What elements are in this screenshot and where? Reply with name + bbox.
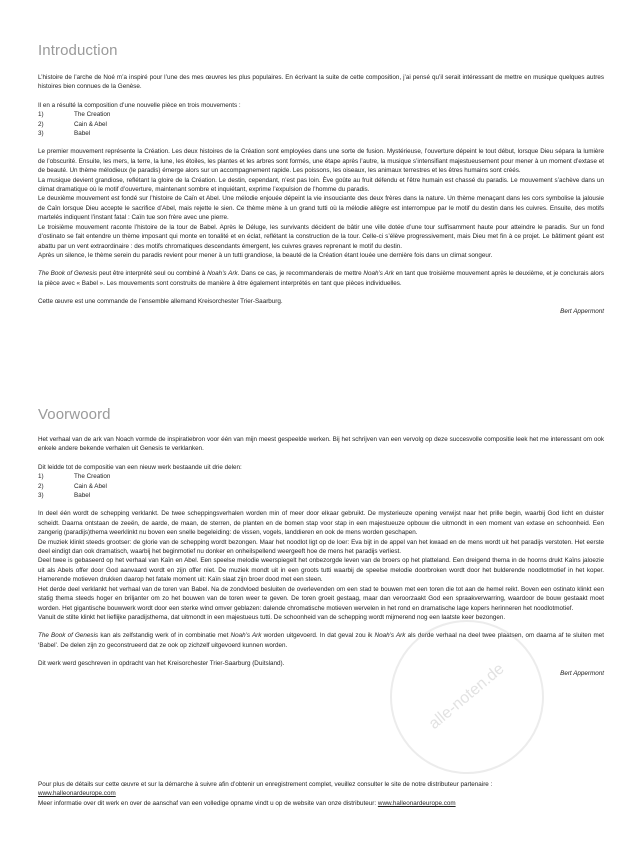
list-item: 3) Babel xyxy=(38,130,91,138)
paragraph: The Book of Genesis peut être interprété seul ou combiné à Noah’s Ark. Dans ce cas, je recommanderais de mettre Noah’s Ark en tant que troisième mouvement après le deuxième, et je conclurais alors la pièce avec « Babel ». Les mouvements sont construits de manière à être également interprétés en tant que pièces individuelles. xyxy=(38,270,604,287)
paragraph: La musique devient grandiose, reflétant la gloire de la Création. Le destin, cependant, n’est pas loin. Ève goûte au fruit défendu et l’être humain est chassé du paradis. Le mouvement s’achève dans un climat dramatique où le motif d’ouverture, maintenant sombre et inquiétant, exprime l’expulsion de l’homme du paradis. xyxy=(38,176,604,194)
paragraph: Vanuit de stilte klinkt het lieflijke paradijsthema, dat uitmondt in een majestueus tutti. De schoonheid van de schepping wordt mijmerend nog een laatste keer bezongen. xyxy=(38,613,506,621)
footer-text-fr: Pour plus de détails sur cette œuvre et sur la démarche à suivre afin d’obtenir un enregistrement complet, veuillez consulter le site de notre distributeur partenaire : xyxy=(38,781,493,788)
list-item: 3) Babel xyxy=(38,492,91,500)
paragraph: Il en a résulté la composition d’une nouvelle pièce en trois mouvements : xyxy=(38,101,241,109)
paragraph: Le deuxième mouvement est fondé sur l’histoire de Caïn et Abel. Une mélodie enjouée dépeint la vie insouciante des deux frères dans la nature. Un thème menaçant dans les cors symbolise la jalousie de Caïn lorsque Dieu accepte le sacrifice d’Abel, mais rejette le sien. Ce thème mène à un grand tutti où la mélodie allègre est interrompue par le motif du destin dans les cuivres. Ensuite, des motifs martelés indiquent l’instant fatal : Caïn tue son frère avec une pierre. xyxy=(38,195,604,222)
paragraph: In deel één wordt de schepping verklankt. De twee scheppingsverhalen worden min of meer door elkaar gebruikt. De mysterieuze opening verwijst naar het prille begin, waarbij God licht en duister scheidt. Daarna ontstaan de zeeën, de aarde, de maan, de sterren, de planten en de bomen stap voor stap in een majestueuze opbouw die uitmondt in een moment van extase en schoonheid. Een zangerig (paradijs)thema weerklinkt nu boven een snelle begeleiding: de vissen, vogels, landdieren en ook de mens worden geschapen. xyxy=(38,510,604,537)
paragraph: Deel twee is gebaseerd op het verhaal van Kaïn en Abel. Een speelse melodie weerspiegelt het onbezorgde leven van de broers op het platteland. Een dreigend thema in de hoorns drukt Kaïns jaloezie uit als Abels offer door God aanvaard wordt en zijn offer niet. De muziek mondt uit in een groots tutti waarbij de speelse melodie doorbroken wordt door het bulderende noodlotmotief in het koper. Hamerende motieven drukken daarop het fatale moment uit: Kaïn slaat zijn broer dood met een steen. xyxy=(38,557,604,584)
signature: Bert Appermont xyxy=(560,307,604,315)
section-title: Introduction xyxy=(38,42,118,59)
list-item: 1) The Creation xyxy=(38,473,111,481)
footer-text-nl: Meer informatie over dit werk en over de aanschaf van een volledige opname vindt u op de website van onze distributeur: www.halleonardeurope.com xyxy=(38,799,456,807)
signature: Bert Appermont xyxy=(560,669,604,677)
paragraph: Le troisième mouvement raconte l’histoire de la tour de Babel. Après le Déluge, les survivants décident de bâtir une ville dotée d’une tour suffisamment haute pour atteindre le paradis. Sur un fond d’ostinato se fait entendre un thème imposant qui monte en tonalité et en éclat, reflétant la construction de la tour. Celle-ci s’élève progressivement, mais Dieu met fin à ce projet. Le bâtiment géant est abattu par un vent extraordinaire : des motifs chromatiques descendants émergent, les cuivres graves reprenant le motif du destin. xyxy=(38,223,604,250)
paragraph: Cette œuvre est une commande de l’ensemble allemand Kreisorchester Trier-Saarburg. xyxy=(38,298,283,306)
movement-list xyxy=(38,472,604,500)
watermark-logo: alle-noten.de xyxy=(359,589,576,806)
paragraph: De muziek klinkt steeds grootser: de glorie van de schepping wordt bezongen. Maar het noodlot ligt op de loer: Eva bijt in de appel van het kwaad en de mens wordt uit het paradijs verstoten. Het eerste deel eindigt dan ook dramatisch, waarbij het beginmotief nu donker en onheilspellend weergeeft hoe de mens het paradijs verliest. xyxy=(38,538,604,556)
paragraph: Het verhaal van de ark van Noach vormde de inspiratiebron voor één van mijn meest gespeelde werken. Bij het schrijven van een vervolg op deze succesvolle compositie leek het me interessant om ook enkele andere bekende verhalen uit Genesis te verklanken. xyxy=(38,436,604,453)
paragraph: Het derde deel verklankt het verhaal van de toren van Babel. Na de zondvloed besluiten de overlevenden om een stad te bouwen met een toren die tot aan de hemel reikt. Boven een ostinato klinkt een statig thema steeds hoger en briljanter om zo het bouwen van de toren weer te geven. De toren groeit gestaag, maar dan veroorzaakt God een spraakverwarring, waardoor de bouw gestaakt moet worden. Het gigantische bouwwerk wordt door een sterke wind omver geblazen: dalende chromatische motieven wervelen in het rond en dramatische lage kopers herinneren het noodlotmotief. xyxy=(38,585,604,612)
voorwoord-section xyxy=(38,406,604,678)
movement-list xyxy=(38,110,604,138)
paragraph: The Book of Genesis kan als zelfstandig werk of in combinatie met Noah’s Ark worden uitgevoerd. In dat geval zou ik Noah’s Ark als derde verhaal na deel twee plaatsen, om daarna af te sluiten met ‘Babel’. De delen zijn zo geconstrueerd dat ze ook op zichzelf uitgevoerd kunnen worden. xyxy=(38,632,604,649)
list-item: 1) The Creation xyxy=(38,111,111,119)
list-item: 2) Cain & Abel xyxy=(38,482,107,490)
section-title: Voorwoord xyxy=(38,406,111,423)
distributor-link[interactable]: www.halleonardeurope.com xyxy=(38,790,116,798)
paragraph: Après un silence, le thème serein du paradis revient pour mener à un tutti grandiose, la beauté de la Création étant louée une dernière fois dans un climat songeur. xyxy=(38,251,493,259)
distributor-link[interactable]: www.halleonardeurope.com xyxy=(377,799,456,807)
paragraph: L’histoire de l’arche de Noé m’a inspiré pour l’une des mes œuvres les plus populaires. En écrivant la suite de cette composition, j’ai pensé qu’il serait intéressant de mettre en musique quelques autres histoires bien connues de la Genèse. xyxy=(38,74,604,91)
introduction-section xyxy=(38,42,604,316)
paragraph: Le premier mouvement représente la Création. Les deux histoires de la Création sont employées dans une sorte de fusion. Mystérieuse, l’ouverture dépeint le tout début, lorsque Dieu sépara la lumière de l’obscurité. Ensuite, les mers, la terre, la lune, les étoiles, les plantes et les arbres sont formés, une étape après l’autre, la musique s’intensifiant majestueusement pour mener à un moment d’extase et de beauté. Un thème mélodieux (le paradis) émerge alors sur un accompagnement rapide. Les poissons, les oiseaux, les animaux terrestres et les êtres humains sont créés. xyxy=(38,148,604,175)
paragraph: Dit leidde tot de compositie van een nieuw werk bestaande uit drie delen: xyxy=(38,463,242,471)
list-item: 2) Cain & Abel xyxy=(38,120,107,128)
footer xyxy=(38,780,604,808)
paragraph: Dit werk werd geschreven in opdracht van het Kreisorchester Trier-Saarburg (Duitsland). xyxy=(38,660,285,668)
